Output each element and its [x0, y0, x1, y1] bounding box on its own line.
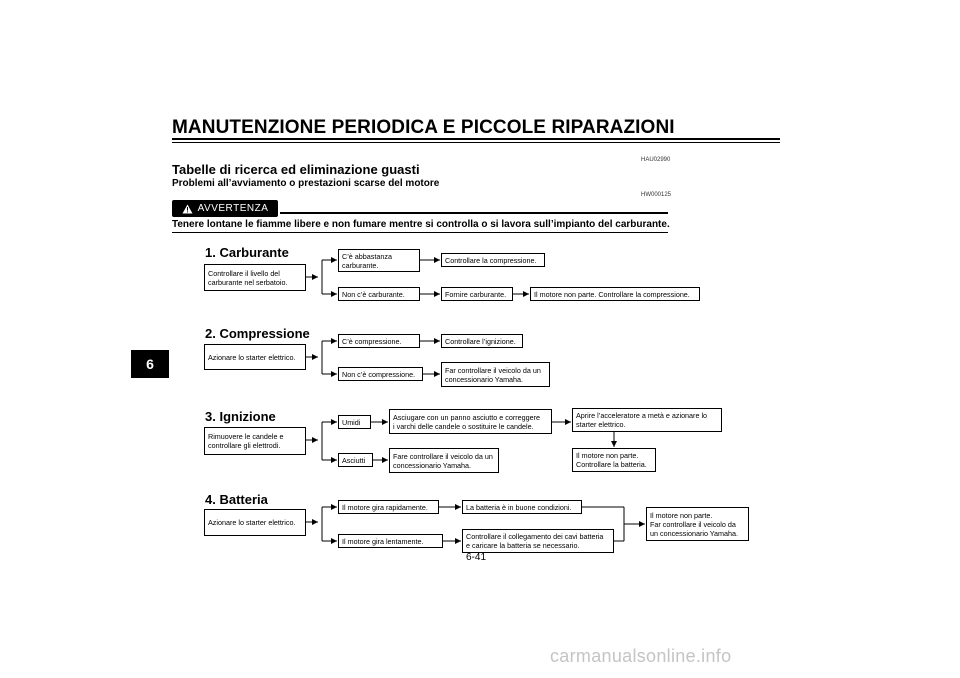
box-batteria-start: Azionare lo starter elettrico.	[204, 509, 306, 536]
chapter-tab: 6	[131, 350, 169, 378]
box-compressione-start: Azionare lo starter elettrico.	[204, 344, 306, 370]
box-carburante-start: Controllare il livello del carburante nel serbatoio.	[204, 264, 306, 291]
box-ignizione-wet-final-fail: Il motore non parte. Controllare la batteria.	[572, 448, 656, 472]
section-title: Tabelle di ricerca ed eliminazione guasti	[172, 162, 420, 177]
box-batteria-fast: Il motore gira rapidamente.	[338, 500, 439, 514]
heading-ignizione: 3. Ignizione	[205, 409, 276, 424]
section-subtitle: Problemi all’avviamento o prestazioni scarse del motore	[172, 178, 440, 189]
warning-label: AVVERTENZA	[197, 203, 269, 214]
box-batteria-fast-next: La batteria è in buone condizioni.	[462, 500, 582, 514]
box-batteria-slow-next: Controllare il collegamento dei cavi batteria e caricare la batteria se necessario.	[462, 529, 614, 553]
box-carburante-yes: C’è abbastanza carburante.	[338, 249, 420, 272]
box-ignizione-dry-next: Fare controllare il veicolo da un concessionario Yamaha.	[389, 448, 499, 473]
page-title: MANUTENZIONE PERIODICA E PICCOLE RIPARAZIONI	[172, 117, 675, 138]
box-compressione-yes: C’è compressione.	[338, 334, 420, 348]
page-number: 6-41	[466, 552, 487, 563]
box-ignizione-dry: Asciutti	[338, 453, 373, 467]
warning-code: HW000125	[641, 192, 672, 198]
watermark: carmanualsonline.info	[550, 646, 732, 666]
box-batteria-slow: Il motore gira lentamente.	[338, 534, 443, 548]
box-compressione-yes-next: Controllare l’ignizione.	[441, 334, 523, 348]
box-compressione-no-next: Far controllare il veicolo da un concessionario Yamaha.	[441, 362, 550, 387]
heading-compressione: 2. Compressione	[205, 326, 310, 341]
box-ignizione-start: Rimuovere le candele e controllare gli elettrodi.	[204, 427, 306, 455]
section-code: HAU02990	[641, 157, 671, 163]
box-carburante-yes-next: Controllare la compressione.	[441, 253, 545, 267]
box-ignizione-wet-next: Asciugare con un panno asciutto e correggere i varchi delle candele o sostituire le candele.	[389, 409, 552, 434]
box-batteria-final: Il motore non parte. Far controllare il veicolo da un concessionario Yamaha.	[646, 507, 749, 541]
box-carburante-no-next: Fornire carburante.	[441, 287, 513, 301]
heading-batteria: 4. Batteria	[205, 492, 268, 507]
box-carburante-no: Non c’è carburante.	[338, 287, 420, 301]
box-ignizione-wet-final: Aprire l’acceleratore a metà e azionare lo starter elettrico.	[572, 408, 722, 432]
heading-carburante: 1. Carburante	[205, 245, 289, 260]
box-ignizione-wet: Umidi	[338, 415, 371, 429]
box-compressione-no: Non c’è compressione.	[338, 367, 423, 381]
warning-text: Tenere lontane le fiamme libere e non fumare mentre si controlla o si lavora sull’impianto del carburante.	[172, 219, 670, 230]
box-carburante-no-final: Il motore non parte. Controllare la compressione.	[530, 287, 700, 301]
